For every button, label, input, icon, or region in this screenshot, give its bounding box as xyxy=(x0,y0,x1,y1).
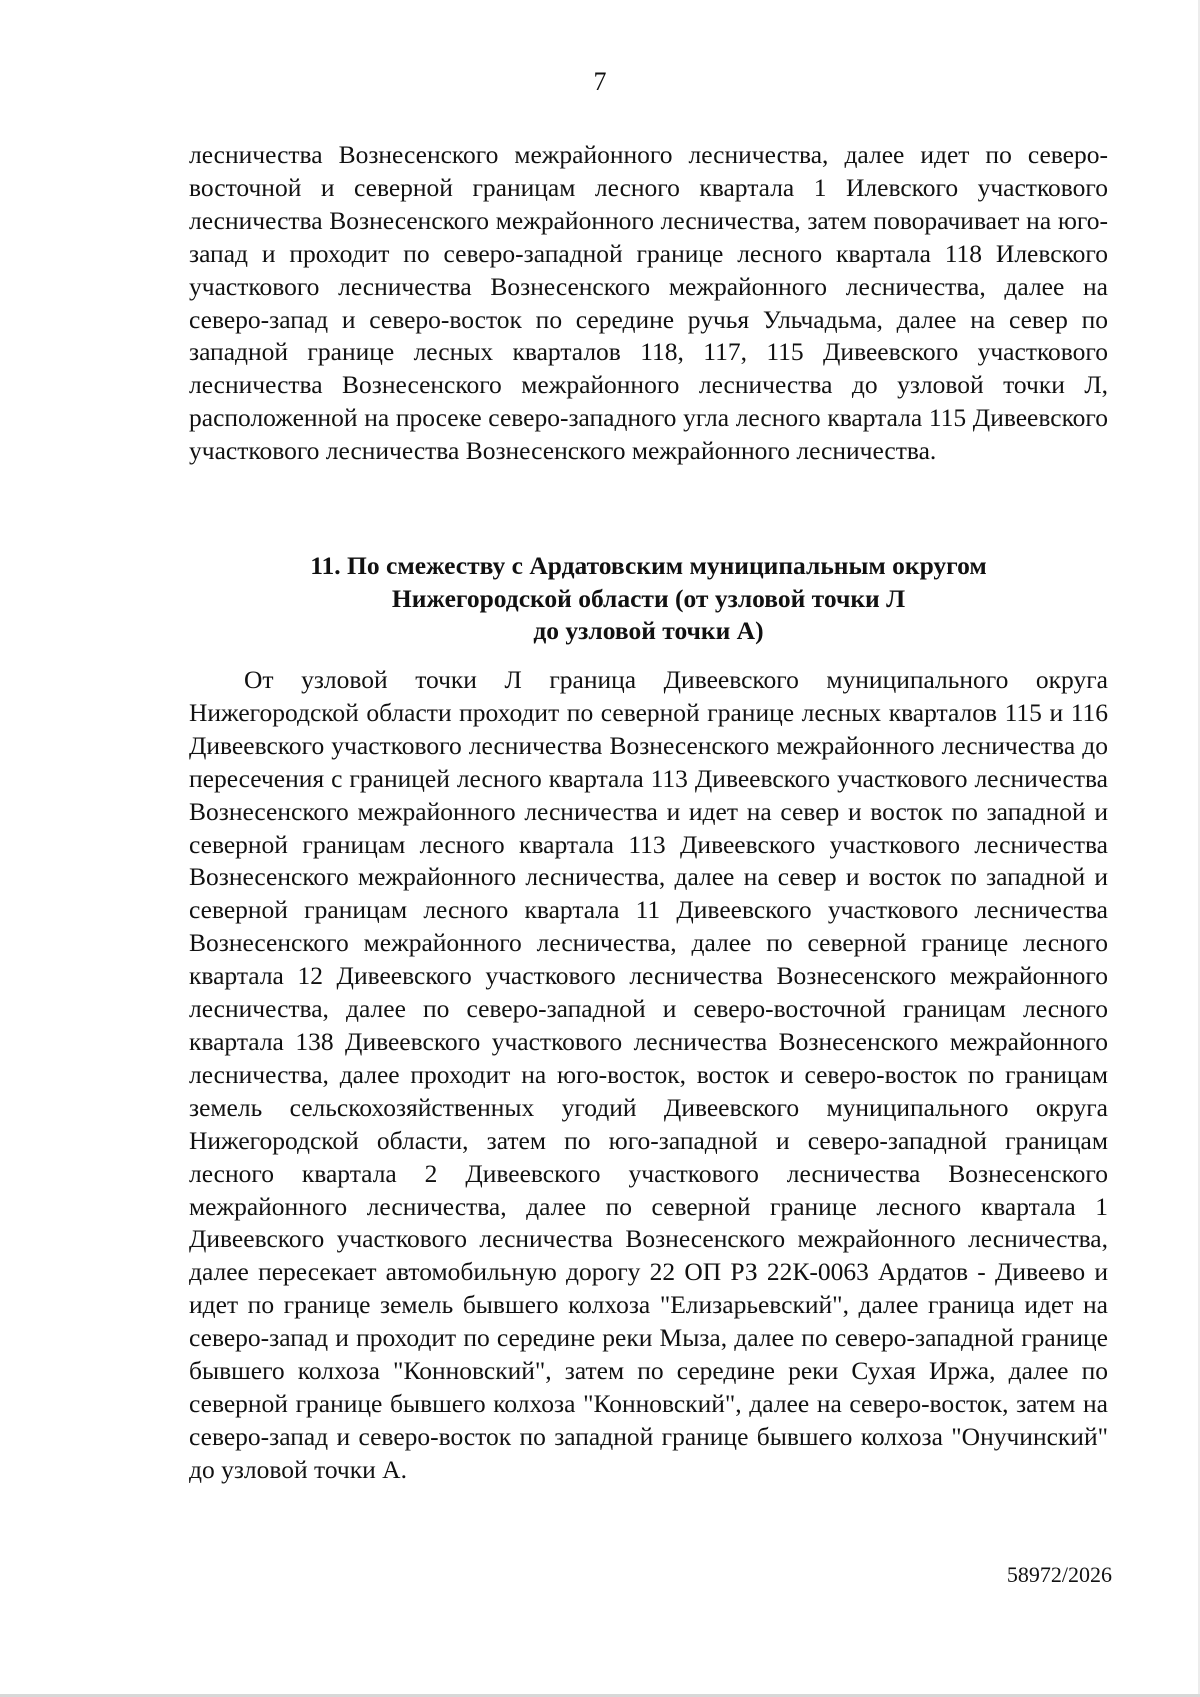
paragraph-continuation: лесничества Вознесенского межрайонного лесничества, далее идет по северо-восточной и северной границам лесного квартала 1 Илевского участкового лесничества Вознесенского межрайонного лесничества, затем поворачивает на юго-запад и проходит по северо-западной границе лесного квартала 118 Илевского участкового лесничества Вознесенского межрайонного лесничества, далее на северо-запад и северо-восток по середине ручья Ульчадьма, далее на север по западной границе лесных кварталов 118, 117, 115 Дивеевского участкового лесничества Вознесенского межрайонного лесничества до узловой точки Л, расположенной на просеке северо-западного угла лесного квартала 115 Дивеевского участкового лесничества Вознесенского межрайонного лесничества. xyxy=(189,140,1108,466)
section-heading-line-1: 11. По смежеству с Ардатовским муниципальным округом xyxy=(310,551,987,580)
page-number: 7 xyxy=(593,67,607,96)
section-heading-line-3: до узловой точки А) xyxy=(533,616,764,645)
section-heading xyxy=(189,550,1108,648)
section-paragraph: От узловой точки Л граница Дивеевского муниципального округа Нижегородской области проходит по северной границе лесных кварталов 115 и 116 Дивеевского участкового лесничества Вознесенского межрайонного лесничества до пересечения с границей лесного квартала 113 Дивеевского участкового лесничества Вознесенского межрайонного лесничества и идет на север и восток по западной и северной границам лесного квартала 113 Дивеевского участкового лесничества Вознесенского межрайонного лесничества, далее на север и восток по западной и северной границам лесного квартала 11 Дивеевского участкового лесничества Вознесенского межрайонного лесничества, далее по северной границе лесного квартала 12 Дивеевского участкового лесничества Вознесенского межрайонного лесничества, далее по северо-западной и северо-восточной границам лесного квартала 138 Дивеевского участкового лесничества Вознесенского межрайонного лесничества, далее проходит на юго-восток, восток и северо-восток по границам земель сельскохозяйственных угодий Дивеевского муниципального округа Нижегородской области, затем по юго-западной и северо-западной границам лесного квартала 2 Дивеевского участкового лесничества Вознесенского межрайонного лесничества, далее по северной границе лесного квартала 1 Дивеевского участкового лесничества Вознесенского межрайонного лесничества, далее пересекает автомобильную дорогу 22 ОП РЗ 22К-0063 Ардатов - Дивеево и идет по границе земель бывшего колхоза "Елизарьевский", далее граница идет на северо-запад и проходит по середине реки Мыза, далее по северо-западной границе бывшего колхоза "Конновский", затем по середине реки Сухая Иржа, далее по северной границе бывшего колхоза "Конновский", далее на северо-восток, затем на северо-запад и северо-восток по западной границе бывшего колхоза "Онучинский" до узловой точки А. xyxy=(189,665,1108,1484)
document-number: 58972/2026 xyxy=(1006,1562,1112,1587)
section-heading-line-2: Нижегородской области (от узловой точки Л xyxy=(391,583,906,613)
